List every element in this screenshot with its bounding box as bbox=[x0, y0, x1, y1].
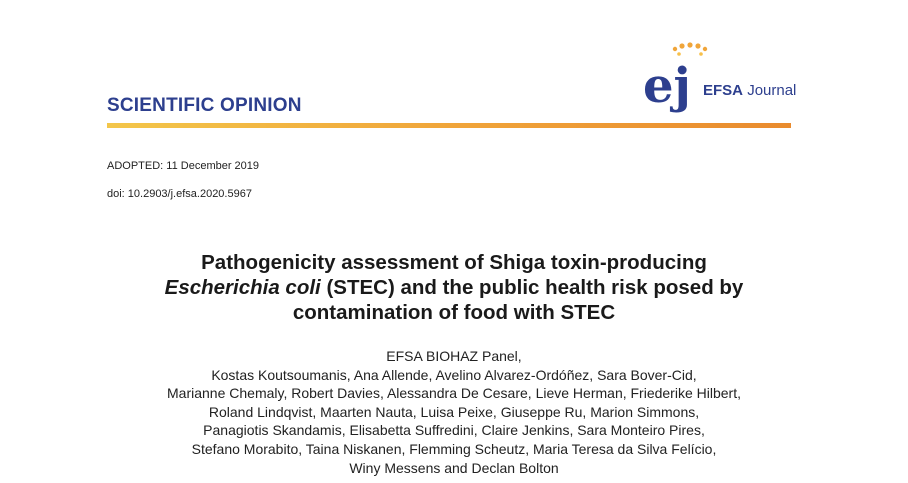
author-list bbox=[100, 347, 808, 477]
title-line-1: Pathogenicity assessment of Shiga toxin-producing bbox=[201, 251, 707, 274]
header-rule bbox=[107, 123, 791, 128]
author-line: Stefano Morabito, Taina Niskanen, Flemming Scheutz, Maria Teresa da Silva Felício, bbox=[191, 440, 717, 457]
journal-name-regular: Journal bbox=[747, 82, 797, 99]
author-line: Winy Messens and Declan Bolton bbox=[349, 459, 559, 476]
author-line: Kostas Koutsoumanis, Ana Allende, Avelino Alvarez-Ordóñez, Sara Bover-Cid, bbox=[211, 366, 697, 383]
author-line: Marianne Chemaly, Robert Davies, Alessandra De Cesare, Lieve Herman, Friederike Hilbert, bbox=[167, 385, 741, 402]
title-species: Escherichia coli bbox=[164, 276, 321, 299]
section-label: SCIENTIFIC OPINION bbox=[107, 95, 302, 116]
title-line-2-rest: (STEC) and the public health risk posed by bbox=[320, 276, 744, 299]
efsa-journal-logo bbox=[641, 40, 801, 120]
journal-name bbox=[703, 82, 796, 99]
logo-letters: ej bbox=[643, 58, 691, 114]
panel-name: EFSA BIOHAZ Panel, bbox=[386, 348, 522, 364]
stars-icon bbox=[673, 42, 707, 55]
author-line: Roland Lindqvist, Maarten Nauta, Luisa Peixe, Giuseppe Ru, Marion Simmons, bbox=[208, 403, 700, 420]
title-line-2 bbox=[100, 275, 808, 300]
journal-name-bold: EFSA bbox=[703, 82, 744, 99]
paper-title bbox=[100, 250, 808, 325]
author-line: Panagiotis Skandamis, Elisabetta Suffredini, Claire Jenkins, Sara Monteiro Pires, bbox=[203, 422, 705, 439]
title-line-3: contamination of food with STEC bbox=[292, 301, 616, 324]
doi-link[interactable]: doi: 10.2903/j.efsa.2020.5967 bbox=[107, 188, 252, 200]
adopted-date: ADOPTED: 11 December 2019 bbox=[107, 160, 260, 172]
